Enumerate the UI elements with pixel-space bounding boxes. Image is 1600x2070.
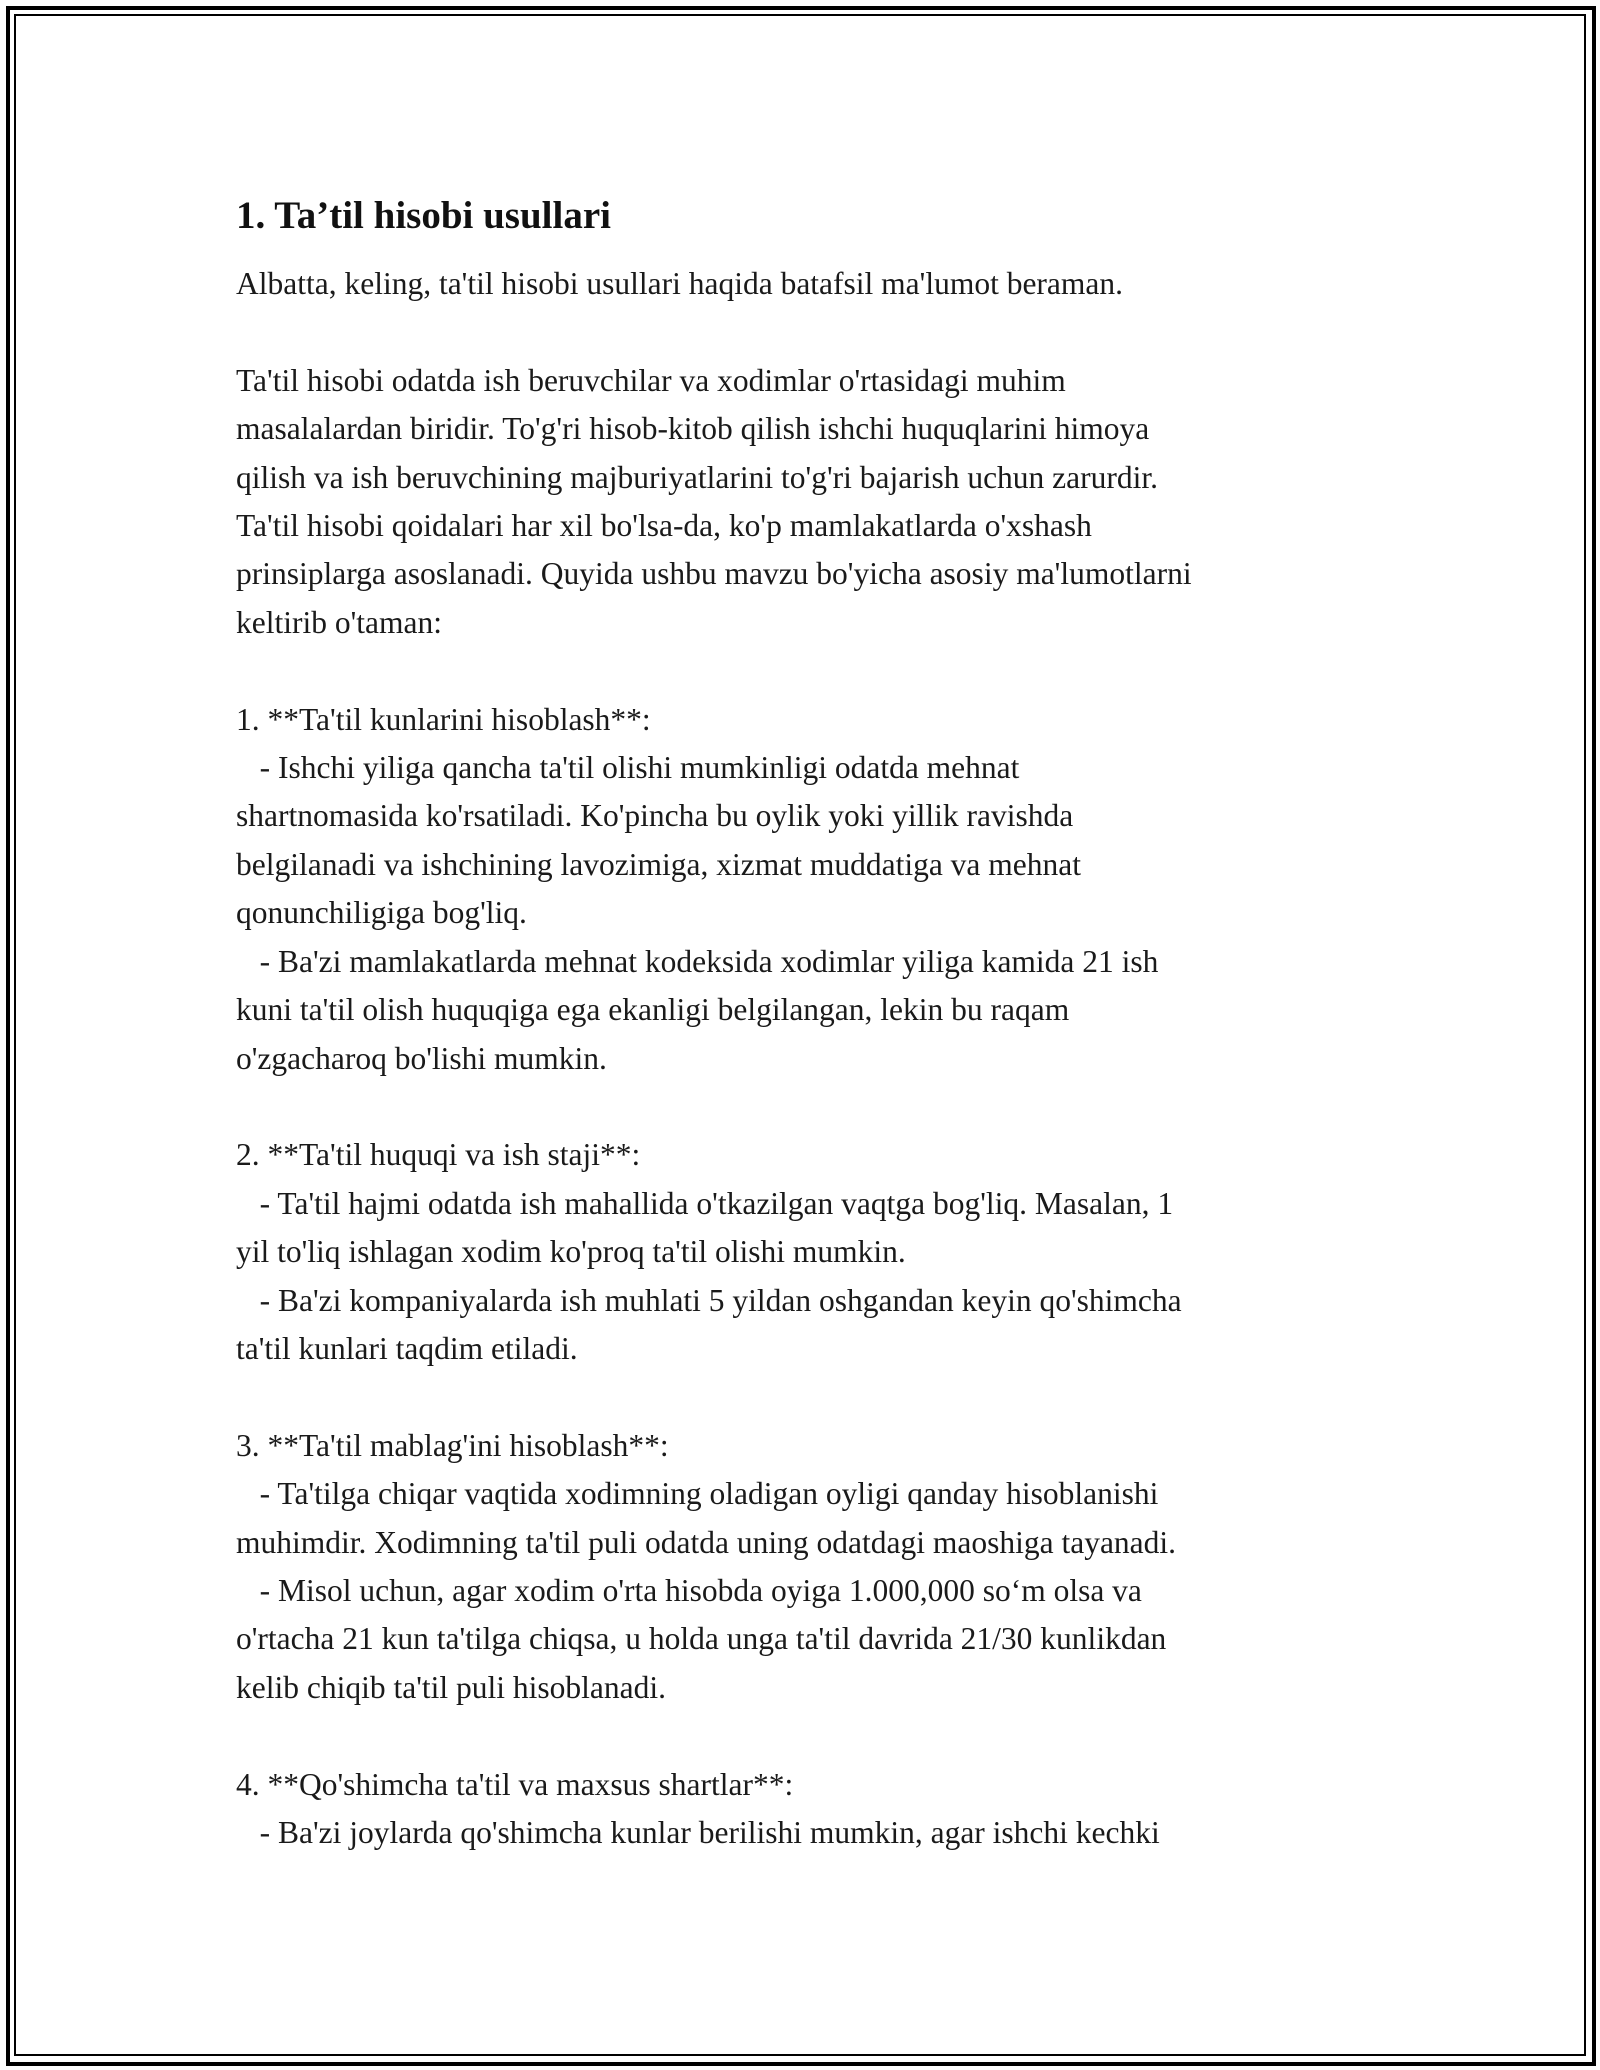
document-content (236, 184, 1376, 1857)
document-heading: 1. Ta’til hisobi usullari (236, 194, 611, 237)
document-body-text: Albatta, keling, ta'til hisobi usullari haqida batafsil ma'lumot beraman. Ta'til hisobi odatda ish beruvchilar va xodimlar o'rtasidagi muhim masalalardan biridir. To'g'ri hisob-kitob qilish ishchi huquqlarini himoya qilish va ish beruvchining majburiyatlarini to'g'ri bajarish uchun zarurdir. Ta'til hisobi qoidalari har xil bo'lsa-da, ko'p mamlakatlarda o'xshash prinsiplarga asoslanadi. Quyida ushbu mavzu bo'yicha asosiy ma'lumotlarni keltirib o'taman: 1. **Ta'til kunlarini hisoblash**: - Ishchi yiliga qancha ta'til olishi mumkinligi odatda mehnat shartnomasida ko'rsatiladi. Ko'pincha bu oylik yoki yillik ravishda belgilanadi va ishchining lavozimiga, xizmat muddatiga va mehnat qonunchiligiga bog'liq. - Ba'zi mamlakatlarda mehnat kodeksida xodimlar yiliga kamida 21 ish kuni ta'til olish huquqiga ega ekanligi belgilangan, lekin bu raqam o'zgacharoq bo'lishi mumkin. 2. **Ta'til huquqi va ish staji**: - Ta'til hajmi odatda ish mahallida o'tkazilgan vaqtga bog'liq. Masalan, 1 yil to'liq ishlagan xodim ko'proq ta'til olishi mumkin. - Ba'zi kompaniyalarda ish muhlati 5 yildan oshgandan keyin qo'shimcha ta'til kunlari taqdim etiladi. 3. **Ta'til mablag'ini hisoblash**: - Ta'tilga chiqar vaqtida xodimning oladigan oyligi qanday hisoblanishi muhimdir. Xodimning ta'til puli odatda uning odatdagi maoshiga tayanadi. - Misol uchun, agar xodim o'rta hisobda oyiga 1.000,000 so‘m olsa va o'rtacha 21 kun ta'tilga chiqsa, u holda unga ta'til davrida 21/30 kunlikdan kelib chiqib ta'til puli hisoblanadi. 4. **Qo'shimcha ta'til va maxsus shartlar**: - Ba'zi joylarda qo'shimcha kunlar berilishi mumkin, agar ishchi kechki (236, 266, 1192, 1850)
